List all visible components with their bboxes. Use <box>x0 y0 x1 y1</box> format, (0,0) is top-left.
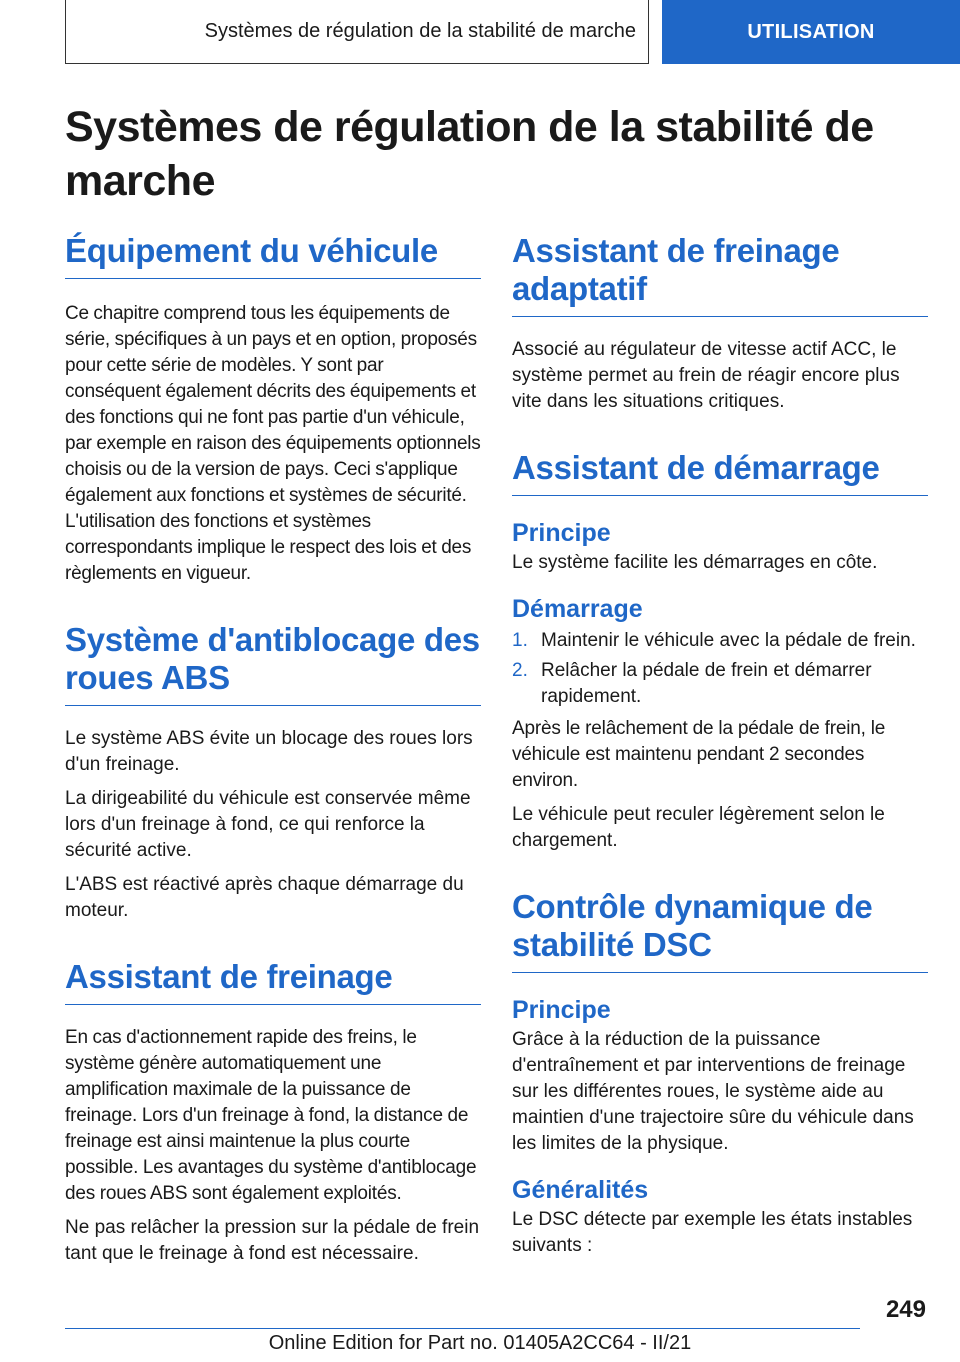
section-abs <box>65 621 481 924</box>
list-item <box>512 628 928 654</box>
adaptive-brake-text: Associé au régulateur de vitesse actif ACC, le système permet au frein de réagir encore plus vite dans les situations critiques. <box>512 339 900 412</box>
right-column <box>512 232 928 1259</box>
equipment-text: Ce chapitre comprend tous les équipements de série, spécifiques à un pays et en option, proposés pour cette série de modèles. Y sont par conséquent également décrits des équipements et des fonctions qui ne font pas partie d'un véhicule, par exemple en raison des équipements optionnels choisis ou de la version de pays. Ceci s'applique également aux fonctions et systèmes de sécurité. L'utilisation des fonctions et systèmes correspondants implique le respect des lois et des règlements en vigueur. <box>65 303 481 584</box>
step-text: Relâcher la pédale de frein et démarrer rapidement. <box>541 660 872 707</box>
hill-start-text-1: Après le relâchement de la pédale de frein, le véhicule est maintenu pendant 2 secondes environ. <box>512 718 886 791</box>
heading-hill-start-principle: Principe <box>512 519 611 547</box>
heading-brake-assist: Assistant de freinage <box>65 958 481 1005</box>
running-header <box>65 0 649 64</box>
section-brake-assist <box>65 958 481 1267</box>
heading-hill-start: Assistant de démarrage <box>512 449 928 496</box>
step-text: Maintenir le véhicule avec la pédale de frein. <box>541 630 916 651</box>
hill-start-text-2: Le véhicule peut reculer légèrement selon le chargement. <box>512 804 885 851</box>
heading-equipment: Équipement du véhicule <box>65 232 481 279</box>
left-column <box>65 232 481 1267</box>
heading-hill-start-start: Démarrage <box>512 595 643 623</box>
brake-assist-text-1: En cas d'actionnement rapide des freins, le système génère automatiquement une amplification maximale de la puissance de freinage. Lors d'un freinage à fond, la distance de freinage est ainsi maintenue la plus courte possible. Les avantages du système d'antiblocage des roues ABS sont également exploités. <box>65 1027 477 1204</box>
section-adaptive-brake <box>512 232 928 415</box>
section-tab <box>662 0 960 64</box>
dsc-principle-text: Grâce à la réduction de la puissance d'entraînement et par interventions de freinage sur les différentes roues, le système aide au maintien d'une trajectoire sûre du véhicule dans les limites de la physique. <box>512 1029 914 1154</box>
heading-dsc-principle: Principe <box>512 996 611 1024</box>
page-title: Systèmes de régulation de la stabilité de marche <box>65 103 874 205</box>
abs-text-1: Le système ABS évite un blocage des roues lors d'un freinage. <box>65 728 473 775</box>
section-equipment <box>65 232 481 587</box>
list-item <box>512 658 928 710</box>
dsc-general-text: Le DSC détecte par exemple les états instables suivants : <box>512 1209 913 1256</box>
heading-dsc: Contrôle dynamique de stabilité DSC <box>512 888 928 973</box>
page-number: 249 <box>885 1296 926 1323</box>
heading-dsc-general: Généralités <box>512 1176 649 1204</box>
hill-start-principle-text: Le système facilite les démarrages en côte. <box>512 552 878 573</box>
brake-assist-text-2: Ne pas relâcher la pression sur la pédale de frein tant que le freinage à fond est nécessaire. <box>65 1217 480 1264</box>
section-hill-start <box>512 449 928 854</box>
section-tab-label: UTILISATION <box>747 20 875 43</box>
footer-edition: Online Edition for Part no. 01405A2CC64 - II/21 <box>268 1332 692 1354</box>
start-steps-list <box>512 628 928 710</box>
running-header-chapter: Systèmes de régulation de la stabilité de marche <box>204 20 636 42</box>
step-number: 2. <box>512 660 528 681</box>
section-dsc <box>512 888 928 1259</box>
step-number: 1. <box>512 630 528 651</box>
heading-adaptive-brake: Assistant de freinage adaptatif <box>512 232 928 317</box>
heading-abs: Système d'antiblocage des roues ABS <box>65 621 481 706</box>
footer-divider <box>65 1328 860 1329</box>
abs-text-2: La dirigeabilité du véhicule est conservée même lors d'un freinage à fond, ce qui renforce la sécurité active. <box>65 788 471 861</box>
abs-text-3: L'ABS est réactivé après chaque démarrage du moteur. <box>65 874 464 921</box>
